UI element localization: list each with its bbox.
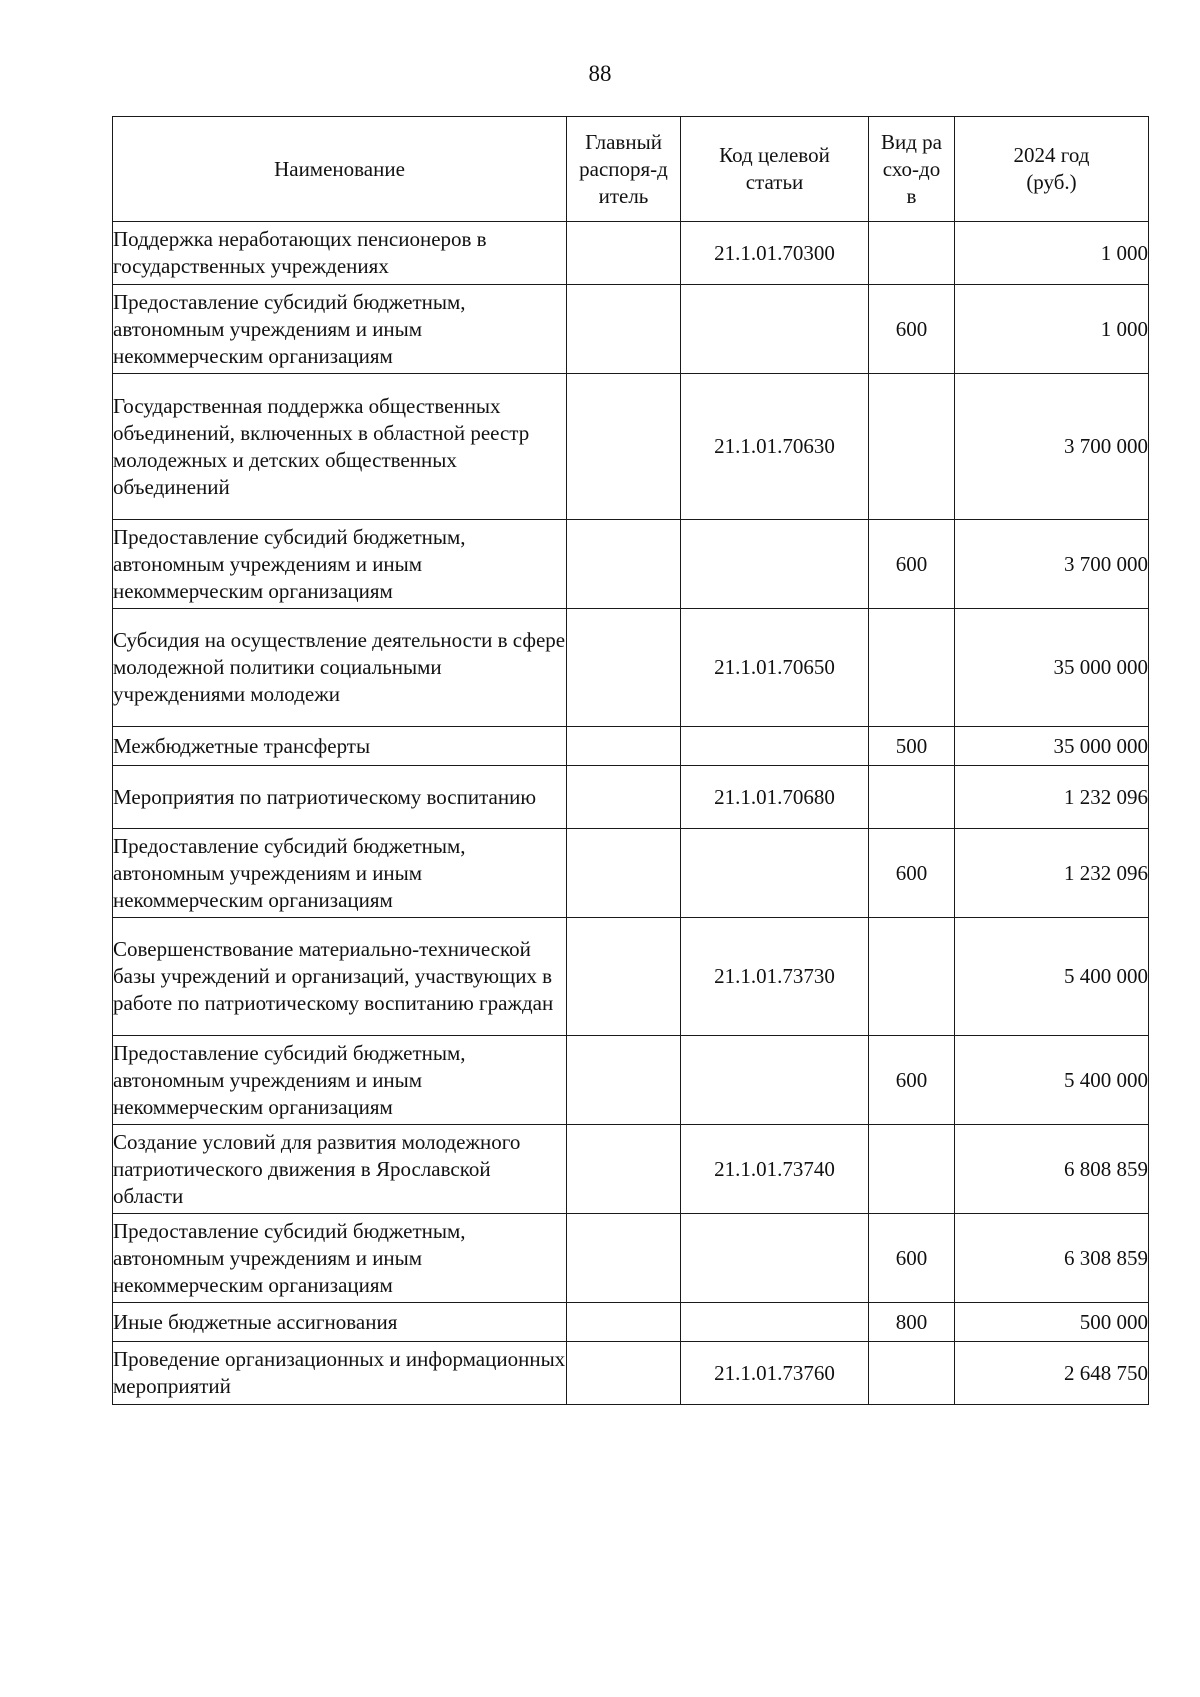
header-main-administrator-label: Главный распоря-дитель [579, 129, 668, 208]
table-row [113, 1342, 1149, 1405]
row-admin [567, 1214, 681, 1303]
header-main-administrator [567, 117, 681, 222]
row-kind: 600 [869, 829, 955, 918]
table-row [113, 285, 1149, 374]
row-code [681, 1036, 869, 1125]
table-row [113, 1125, 1149, 1214]
row-admin [567, 1125, 681, 1214]
row-amount: 5 400 000 [955, 1036, 1149, 1125]
row-kind: 800 [869, 1303, 955, 1342]
row-kind [869, 374, 955, 520]
row-amount: 6 308 859 [955, 1214, 1149, 1303]
row-code: 21.1.01.73760 [681, 1342, 869, 1405]
header-amount-2024-label: 2024 год (руб.) [1013, 143, 1090, 194]
header-target-code [681, 117, 869, 222]
budget-table [112, 116, 1149, 1405]
row-admin [567, 374, 681, 520]
row-name: Проведение организационных и информационных мероприятий [113, 1342, 567, 1405]
row-amount: 1 232 096 [955, 766, 1149, 829]
table-row [113, 1214, 1149, 1303]
row-name: Предоставление субсидий бюджетным, автономным учреждениям и иным некоммерческим организациям [113, 520, 567, 609]
row-kind: 600 [869, 1036, 955, 1125]
row-kind [869, 222, 955, 285]
header-expense-kind-label: Вид расхо-дов [880, 129, 942, 208]
row-admin [567, 766, 681, 829]
row-admin [567, 918, 681, 1036]
table-row [113, 766, 1149, 829]
row-admin [567, 1342, 681, 1405]
row-amount: 500 000 [955, 1303, 1149, 1342]
table-row [113, 918, 1149, 1036]
row-amount: 5 400 000 [955, 918, 1149, 1036]
table-body [113, 222, 1149, 1405]
row-amount: 3 700 000 [955, 520, 1149, 609]
row-kind: 600 [869, 520, 955, 609]
row-kind [869, 609, 955, 727]
row-kind: 600 [869, 1214, 955, 1303]
header-amount-2024 [955, 117, 1149, 222]
row-admin [567, 222, 681, 285]
row-code: 21.1.01.73740 [681, 1125, 869, 1214]
table-header [113, 117, 1149, 222]
table-row [113, 520, 1149, 609]
row-name: Поддержка неработающих пенсионеров в государственных учреждениях [113, 222, 567, 285]
row-name: Предоставление субсидий бюджетным, автономным учреждениям и иным некоммерческим организациям [113, 285, 567, 374]
row-name: Государственная поддержка общественных объединений, включенных в областной реестр молодежных и детских общественных объединений [113, 374, 567, 520]
row-code [681, 829, 869, 918]
row-code [681, 285, 869, 374]
row-code: 21.1.01.73730 [681, 918, 869, 1036]
row-name: Создание условий для развития молодежного патриотического движения в Ярославской области [113, 1125, 567, 1214]
row-amount: 2 648 750 [955, 1342, 1149, 1405]
table-row [113, 374, 1149, 520]
row-name: Совершенствование материально-технической базы учреждений и организаций, участвующих в работе по патриотическому воспитанию граждан [113, 918, 567, 1036]
row-code: 21.1.01.70300 [681, 222, 869, 285]
row-admin [567, 520, 681, 609]
row-name: Предоставление субсидий бюджетным, автономным учреждениям и иным некоммерческим организациям [113, 829, 567, 918]
row-code [681, 1214, 869, 1303]
row-name: Предоставление субсидий бюджетным, автономным учреждениям и иным некоммерческим организациям [113, 1036, 567, 1125]
table-row [113, 829, 1149, 918]
row-name: Мероприятия по патриотическому воспитанию [113, 766, 567, 829]
row-admin [567, 285, 681, 374]
header-row [113, 117, 1149, 222]
table-row [113, 1303, 1149, 1342]
header-name: Наименование [113, 117, 567, 222]
row-kind [869, 1342, 955, 1405]
table-row [113, 609, 1149, 727]
row-name: Иные бюджетные ассигнования [113, 1303, 567, 1342]
table-row [113, 222, 1149, 285]
table-row [113, 1036, 1149, 1125]
row-code: 21.1.01.70630 [681, 374, 869, 520]
row-kind [869, 1125, 955, 1214]
row-code: 21.1.01.70680 [681, 766, 869, 829]
header-target-code-label: Код целевой статьи [719, 143, 830, 194]
header-expense-kind [869, 117, 955, 222]
row-name: Субсидия на осуществление деятельности в сфере молодежной политики социальными учреждениями молодежи [113, 609, 567, 727]
row-amount: 1 232 096 [955, 829, 1149, 918]
row-amount: 35 000 000 [955, 727, 1149, 766]
row-kind: 500 [869, 727, 955, 766]
row-admin [567, 829, 681, 918]
row-name: Предоставление субсидий бюджетным, автономным учреждениям и иным некоммерческим организациям [113, 1214, 567, 1303]
row-kind [869, 918, 955, 1036]
row-admin [567, 727, 681, 766]
row-code: 21.1.01.70650 [681, 609, 869, 727]
row-code [681, 1303, 869, 1342]
row-admin [567, 1303, 681, 1342]
row-admin [567, 1036, 681, 1125]
page-number: 88 [588, 61, 612, 86]
row-kind: 600 [869, 285, 955, 374]
row-kind [869, 766, 955, 829]
row-amount: 6 808 859 [955, 1125, 1149, 1214]
row-amount: 3 700 000 [955, 374, 1149, 520]
table-row [113, 727, 1149, 766]
row-amount: 1 000 [955, 222, 1149, 285]
row-amount: 35 000 000 [955, 609, 1149, 727]
row-code [681, 520, 869, 609]
row-admin [567, 609, 681, 727]
row-amount: 1 000 [955, 285, 1149, 374]
row-name: Межбюджетные трансферты [113, 727, 567, 766]
row-code [681, 727, 869, 766]
